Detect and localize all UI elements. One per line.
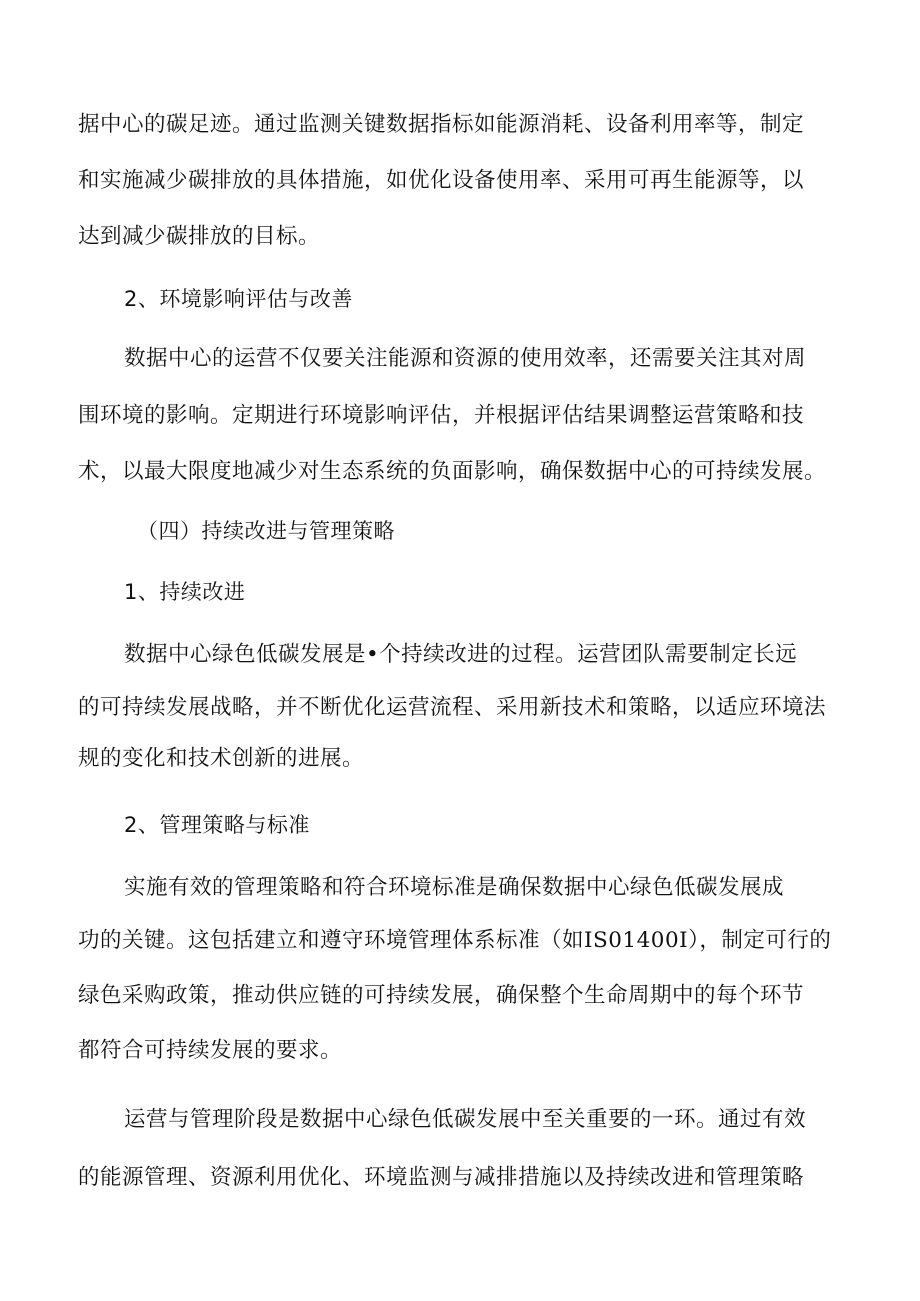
paragraph-line: 达到减少碳排放的目标。 — [78, 224, 321, 249]
subheading-management-standards: 2、管理策略与标准 — [124, 813, 310, 837]
paragraph-line: 据中心的碳足迹。通过监测关键数据指标如能源消耗、设备利用率等，制定 — [78, 112, 805, 137]
section-title: （四）持续改进与管理策略 — [137, 519, 395, 543]
paragraph-line: 的能源管理、资源利用优化、环境监测与减排措施以及持续改进和管理策略 — [78, 1165, 805, 1190]
paragraph-line: 术，以最大限度地减少对生态系统的负面影响，确保数据中心的可持续发展。 — [78, 459, 827, 484]
paragraph-line: 规的变化和技术创新的进展。 — [78, 746, 365, 771]
paragraph-line: 围环境的影响。定期进行环境影响评估，并根据评估结果调整运营策略和技 — [78, 403, 805, 428]
paragraph-line: 绿色采购政策，推动供应链的可持续发展，确保整个生命周期中的每个环节 — [78, 983, 805, 1008]
paragraph-line: 实施有效的管理策略和符合环境标准是确保数据中心绿色低碳发展成 — [124, 875, 785, 900]
paragraph-line: 功的关键。这包括建立和遵守环境管理体系标准（如IS01400I），制定可行的 — [78, 928, 832, 953]
paragraph-line: 和实施减少碳排放的具体措施，如优化设备使用率、采用可再生能源等，以 — [78, 168, 805, 193]
paragraph-line: 都符合可持续发展的要求。 — [78, 1038, 343, 1063]
paragraph-line: 数据中心绿色低碳发展是•个持续改进的过程。运营团队需要制定长远 — [124, 642, 798, 667]
paragraph-line: 数据中心的运营不仅要关注能源和资源的使用效率，还需要关注其对周 — [124, 346, 807, 371]
subheading-continuous-improvement: 1、持续改进 — [124, 580, 246, 604]
paragraph-line: 运营与管理阶段是数据中心绿色低碳发展中至关重要的一环。通过有效 — [124, 1107, 807, 1132]
subheading-environment-assessment: 2、环境影响评估与改善 — [124, 287, 353, 311]
paragraph-line: 的可持续发展战略，并不断优化运营流程、采用新技术和策略，以适应环境法 — [78, 695, 827, 720]
